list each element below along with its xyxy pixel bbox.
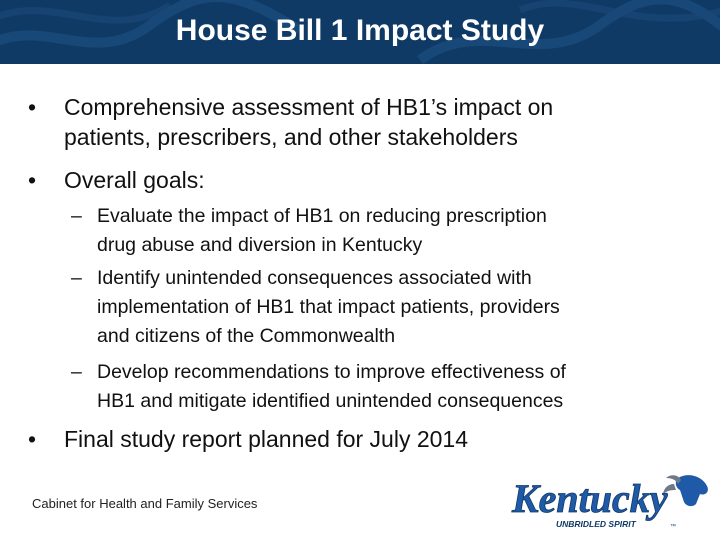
sub-bullet-line: Identify unintended consequences associated with <box>97 267 532 289</box>
bullet-item <box>28 424 469 454</box>
sub-bullet-line: and citizens of the Commonwealth <box>97 325 396 347</box>
bullet-marker: • <box>28 167 37 193</box>
bullet-item <box>28 92 554 152</box>
logo-wordmark: Kentucky <box>512 476 668 521</box>
footer-text: Cabinet for Health and Family Services <box>32 496 258 511</box>
bullet-item <box>28 165 205 195</box>
bullet-marker: • <box>28 94 37 120</box>
sub-bullet-item <box>71 358 566 416</box>
sub-bullet-item <box>71 264 560 351</box>
sub-bullet-marker: – <box>71 361 82 383</box>
bullet-marker: • <box>28 426 37 452</box>
sub-bullet-line: HB1 and mitigate identified unintended consequences <box>97 390 564 412</box>
bullet-line: Final study report planned for July 2014 <box>64 426 469 452</box>
slide-title: House Bill 1 Impact Study <box>175 14 545 47</box>
kentucky-logo <box>506 470 712 532</box>
bullet-line: Overall goals: <box>64 167 205 193</box>
title-bar <box>0 0 720 64</box>
logo-trademark: ™ <box>670 524 676 530</box>
sub-bullet-line: drug abuse and diversion in Kentucky <box>97 234 423 256</box>
sub-bullet-marker: – <box>71 267 82 289</box>
bullet-line: Comprehensive assessment of HB1’s impact on <box>64 94 554 120</box>
sub-bullet-line: implementation of HB1 that impact patients, providers <box>97 296 560 318</box>
bullet-line: patients, prescribers, and other stakeholders <box>64 124 518 150</box>
logo-tagline: UNBRIDLED SPIRIT <box>556 519 636 529</box>
sub-bullet-item <box>71 202 547 260</box>
sub-bullet-line: Evaluate the impact of HB1 on reducing prescription <box>97 205 547 227</box>
sub-bullet-line: Develop recommendations to improve effectiveness of <box>97 361 566 383</box>
sub-bullet-marker: – <box>71 205 82 227</box>
